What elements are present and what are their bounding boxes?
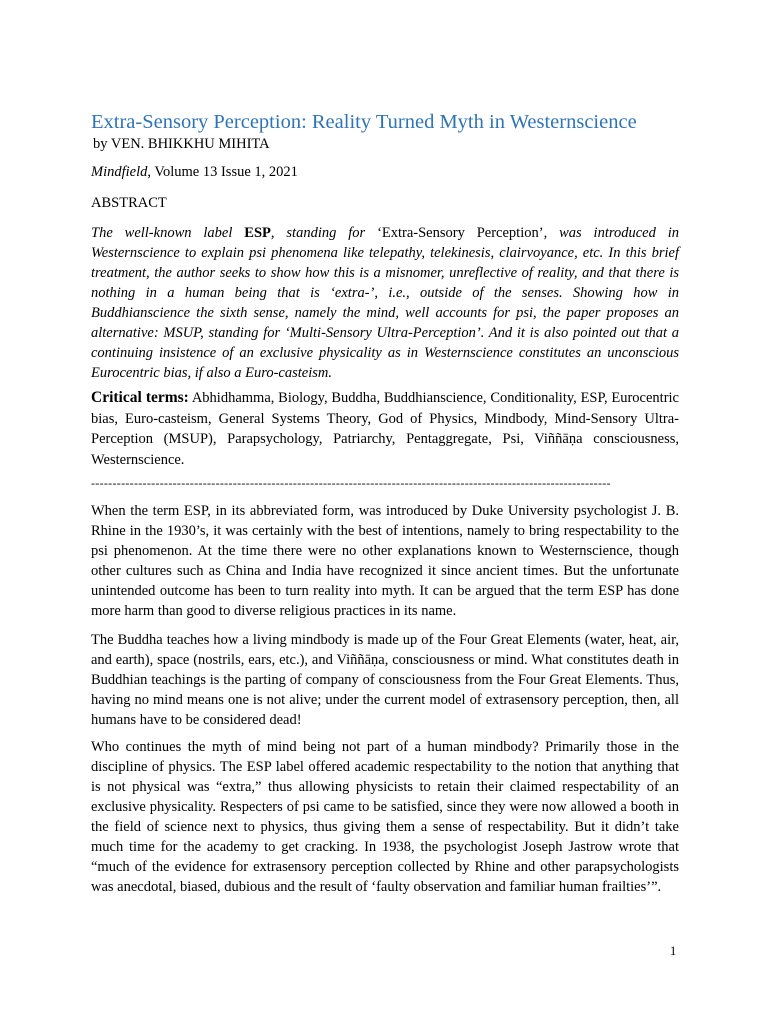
body-paragraph: When the term ESP, in its abbreviated form, was introduced by Duke University psychologist J. B. Rhine in the 1930’s, it was certainly with the best of intentions, namely to bring respectability to the psi phenomenon. At the time there were no other explanations known to Westernscience, though other cultures such as China and India have recognized it since ancient times. But the unfortunate unintended outcome has been to turn reality into myth. It can be argued that the term ESP has done more harm than good to diverse religious practices in its name.	[91, 503, 679, 619]
critical-terms	[91, 388, 679, 470]
document-title: Extra-Sensory Perception: Reality Turned Myth in Westernscience	[91, 111, 637, 133]
abstract-esp-term: ESP	[244, 225, 271, 241]
page-number: 1	[670, 944, 677, 958]
abstract-text	[91, 223, 679, 383]
body-paragraph: The Buddha teaches how a living mindbody is made up of the Four Great Elements (water, heat, air, and earth), space (nostrils, ears, etc.), and Viññāṇa, consciousness or mind. What constitutes death in Buddhian teachings is the parting of company of consciousness from the Four Great Elements. Thus, having no mind means one is not alive; under the current model of extrasensory perception, then, all humans have to be considered dead!	[91, 632, 679, 728]
journal-issue: , Volume 13 Issue 1, 2021	[147, 164, 298, 180]
section-divider: -------------------------------------------------------------------------------------------------------------------------	[91, 476, 611, 490]
author-byline: by VEN. BHIKKHU MIHITA	[93, 136, 270, 152]
body-paragraph: Who continues the myth of mind being not part of a human mindbody? Primarily those in the discipline of physics. The ESP label offered academic respectability to the notion that anything that is not physical was “extra,” thus allowing physicists to retain their claimed respectability of an exclusive physicality. Respecters of psi came to be satisfied, since they were now allowed a booth in the field of science next to physics, thus giving them a sense of respectability. But it didn’t take much time for the academy to get cracking. In 1938, the psychologist Joseph Jastrow wrote that “much of the evidence for extrasensory perception collected by Rhine and other parapsychologists was anecdotal, biased, dubious and the result of ‘faulty observation and familiar human frailties’”.	[91, 739, 679, 895]
journal-citation	[91, 164, 298, 181]
abstract-quote: ‘Extra-Sensory Perception’	[377, 225, 544, 241]
abstract-part-1: The well-known label	[91, 225, 245, 241]
critical-terms-label: Critical terms:	[91, 389, 189, 406]
critical-terms-list: Abhidhamma, Biology, Buddha, Buddhianscience, Conditionality, ESP, Eurocentric bias, Euro-casteism, General Systems Theory, God of Physics, Mindbody, Mind-Sensory Ultra-Perception (MSUP), Parapsychology, Patriarchy, Pentaggregate, Psi, Viññāṇa consciousness, Westernscience.	[91, 390, 679, 468]
abstract-part-2: , standing for	[270, 225, 378, 241]
journal-name: Mindfield	[91, 164, 148, 180]
abstract-part-3: , was introduced in Westernscience to explain psi phenomena like telepathy, telekinesis, clairvoyance, etc. In this brief treatment, the author seeks to show how this is a misnomer, unreflective of reality, and that there is nothing in a human being that is ‘extra-’, i.e., outside of the senses. Showing how in Buddhianscience the sixth sense, namely the mind, well accounts for psi, the paper proposes an alternative: MSUP, standing for ‘Multi-Sensory Ultra-Perception’. And it is also pointed out that a continuing insistence of an exclusive physicality as in Westernscience constitutes an unconscious Eurocentric bias, if also a Euro-casteism.	[91, 225, 680, 381]
abstract-heading: ABSTRACT	[91, 195, 167, 211]
